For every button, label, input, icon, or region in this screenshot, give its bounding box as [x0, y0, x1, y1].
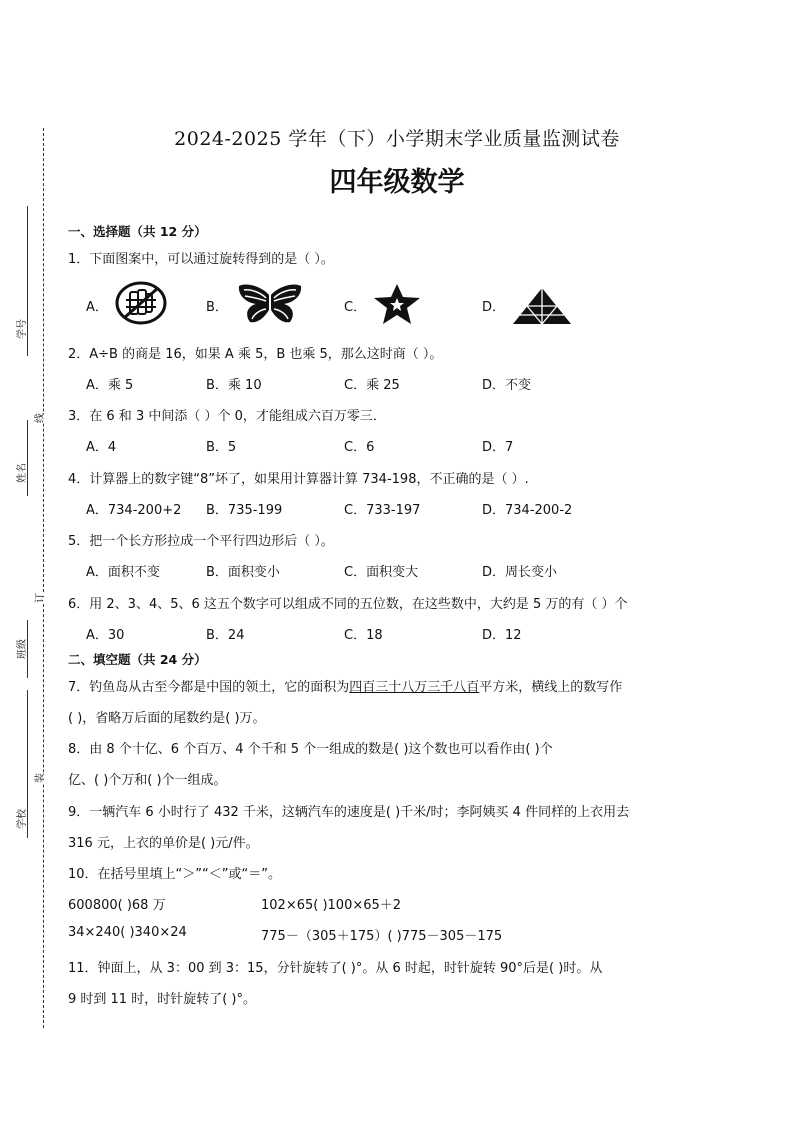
- q6-option-d[interactable]: D．12: [482, 628, 522, 643]
- q3-option-a[interactable]: A．4: [86, 440, 117, 455]
- q4-option-b[interactable]: B．735-199: [206, 503, 283, 518]
- q10-stem: 10．在括号里填上“＞”“＜”或“＝”。: [68, 867, 281, 882]
- name-field: 姓名: [17, 463, 28, 483]
- q5-option-b[interactable]: B．面积变小: [206, 565, 280, 580]
- exam-title: 2024-2025 学年（下）小学期末学业质量监测试卷: [174, 128, 620, 150]
- q11-line1[interactable]: 11．钟面上，从 3：00 到 3：15，分针旋转了( )°。从 6 时起，时针旋转 90°后是( )时。从: [68, 961, 603, 976]
- q3-option-c[interactable]: C．6: [344, 440, 375, 455]
- q5-option-a[interactable]: A．面积不变: [86, 565, 160, 580]
- q2-option-a[interactable]: A．乘 5: [86, 378, 134, 393]
- q4-stem: 4．计算器上的数字键“8”坏了，如果用计算器计算 734-198，不正确的是（ ）.: [68, 472, 529, 487]
- no-logging-sign-icon: [114, 280, 168, 326]
- triangle-pattern-icon: [511, 286, 573, 326]
- q6-option-a[interactable]: A．30: [86, 628, 125, 643]
- q4-option-d[interactable]: D．734-200-2: [482, 503, 573, 518]
- q2-stem: 2．A÷B 的商是 16，如果 A 乘 5，B 也乘 5，那么这时商（ ）。: [68, 347, 443, 362]
- class-field: 班级: [17, 639, 28, 659]
- student-id-field: 学号: [17, 319, 28, 339]
- q4-option-c[interactable]: C．733-197: [344, 503, 421, 518]
- q3-option-b[interactable]: B．5: [206, 440, 237, 455]
- school-field: 学校: [17, 809, 28, 829]
- q7-underlined-number: 四百三十八万三千八百: [349, 680, 480, 695]
- q2-option-b[interactable]: B．乘 10: [206, 378, 262, 393]
- class-line[interactable]: [27, 620, 28, 678]
- q3-stem: 3．在 6 和 3 中间添（ ）个 0，才能组成六百万零三．: [68, 409, 386, 424]
- q7-line2[interactable]: ( )，省略万后面的尾数约是( )万。: [68, 711, 266, 726]
- q7-post: 平方米，横线上的数写作: [479, 680, 623, 695]
- q10-row1-left[interactable]: 600800( )68 万: [68, 898, 166, 913]
- q10-row2-right[interactable]: 775－（305＋175）( )775－305－175: [261, 929, 503, 944]
- q10-row2-left[interactable]: 34×240( )340×24: [68, 925, 187, 940]
- q4-option-a[interactable]: A．734-200+2: [86, 503, 182, 518]
- school-line[interactable]: [27, 690, 28, 838]
- q7-line1: [68, 676, 622, 695]
- q8-line2[interactable]: 亿、( )个万和( )个一组成。: [68, 773, 227, 788]
- q5-stem: 5．把一个长方形拉成一个平行四边形后（ ）。: [68, 534, 334, 549]
- name-line[interactable]: [27, 420, 28, 496]
- q2-option-c[interactable]: C．乘 25: [344, 378, 400, 393]
- section-heading-fill: 二、填空题（共 24 分）: [68, 652, 207, 667]
- star-icon: [371, 282, 423, 326]
- q5-option-d[interactable]: D．周长变小: [482, 565, 558, 580]
- q6-option-c[interactable]: C．18: [344, 628, 383, 643]
- q3-option-d[interactable]: D．7: [482, 440, 514, 455]
- q2-option-d[interactable]: D．不变: [482, 378, 532, 393]
- cut-mark-zhuang: 装: [35, 773, 46, 783]
- q6-option-b[interactable]: B．24: [206, 628, 245, 643]
- q8-line1[interactable]: 8．由 8 个十亿、6 个百万、4 个千和 5 个一组成的数是( )这个数也可以看作由( )个: [68, 742, 553, 757]
- q9-line2[interactable]: 316 元，上衣的单价是( )元/件。: [68, 836, 259, 851]
- q1-option-a[interactable]: A．: [86, 300, 108, 315]
- section-heading-choice: 一、选择题（共 12 分）: [68, 224, 207, 239]
- q1-stem: 1．下面图案中，可以通过旋转得到的是（ ）。: [68, 252, 334, 267]
- butterfly-icon: [236, 282, 304, 326]
- cut-mark-xian: 线: [35, 413, 46, 423]
- q9-line1[interactable]: 9．一辆汽车 6 小时行了 432 千米，这辆汽车的速度是( )千米/时；李阿姨买 4 件同样的上衣用去: [68, 805, 630, 820]
- q1-option-c[interactable]: C．: [344, 300, 367, 315]
- exam-subject: 四年级数学: [329, 167, 465, 198]
- q11-line2[interactable]: 9 时到 11 时，时针旋转了( )°。: [68, 992, 256, 1007]
- q1-option-b[interactable]: B．: [206, 300, 228, 315]
- student-id-line[interactable]: [27, 206, 28, 356]
- q10-row1-right[interactable]: 102×65( )100×65＋2: [261, 898, 402, 913]
- q7-pre: 7．钓鱼岛从古至今都是中国的领土，它的面积为: [68, 680, 350, 695]
- q1-option-d[interactable]: D．: [482, 300, 506, 315]
- q5-option-c[interactable]: C．面积变大: [344, 565, 419, 580]
- q6-stem: 6．用 2、3、4、5、6 这五个数字可以组成不同的五位数，在这些数中，大约是 5 万的有（ ）个: [68, 597, 628, 612]
- cut-line: [43, 128, 44, 1028]
- cut-mark-ding: 订: [35, 593, 46, 603]
